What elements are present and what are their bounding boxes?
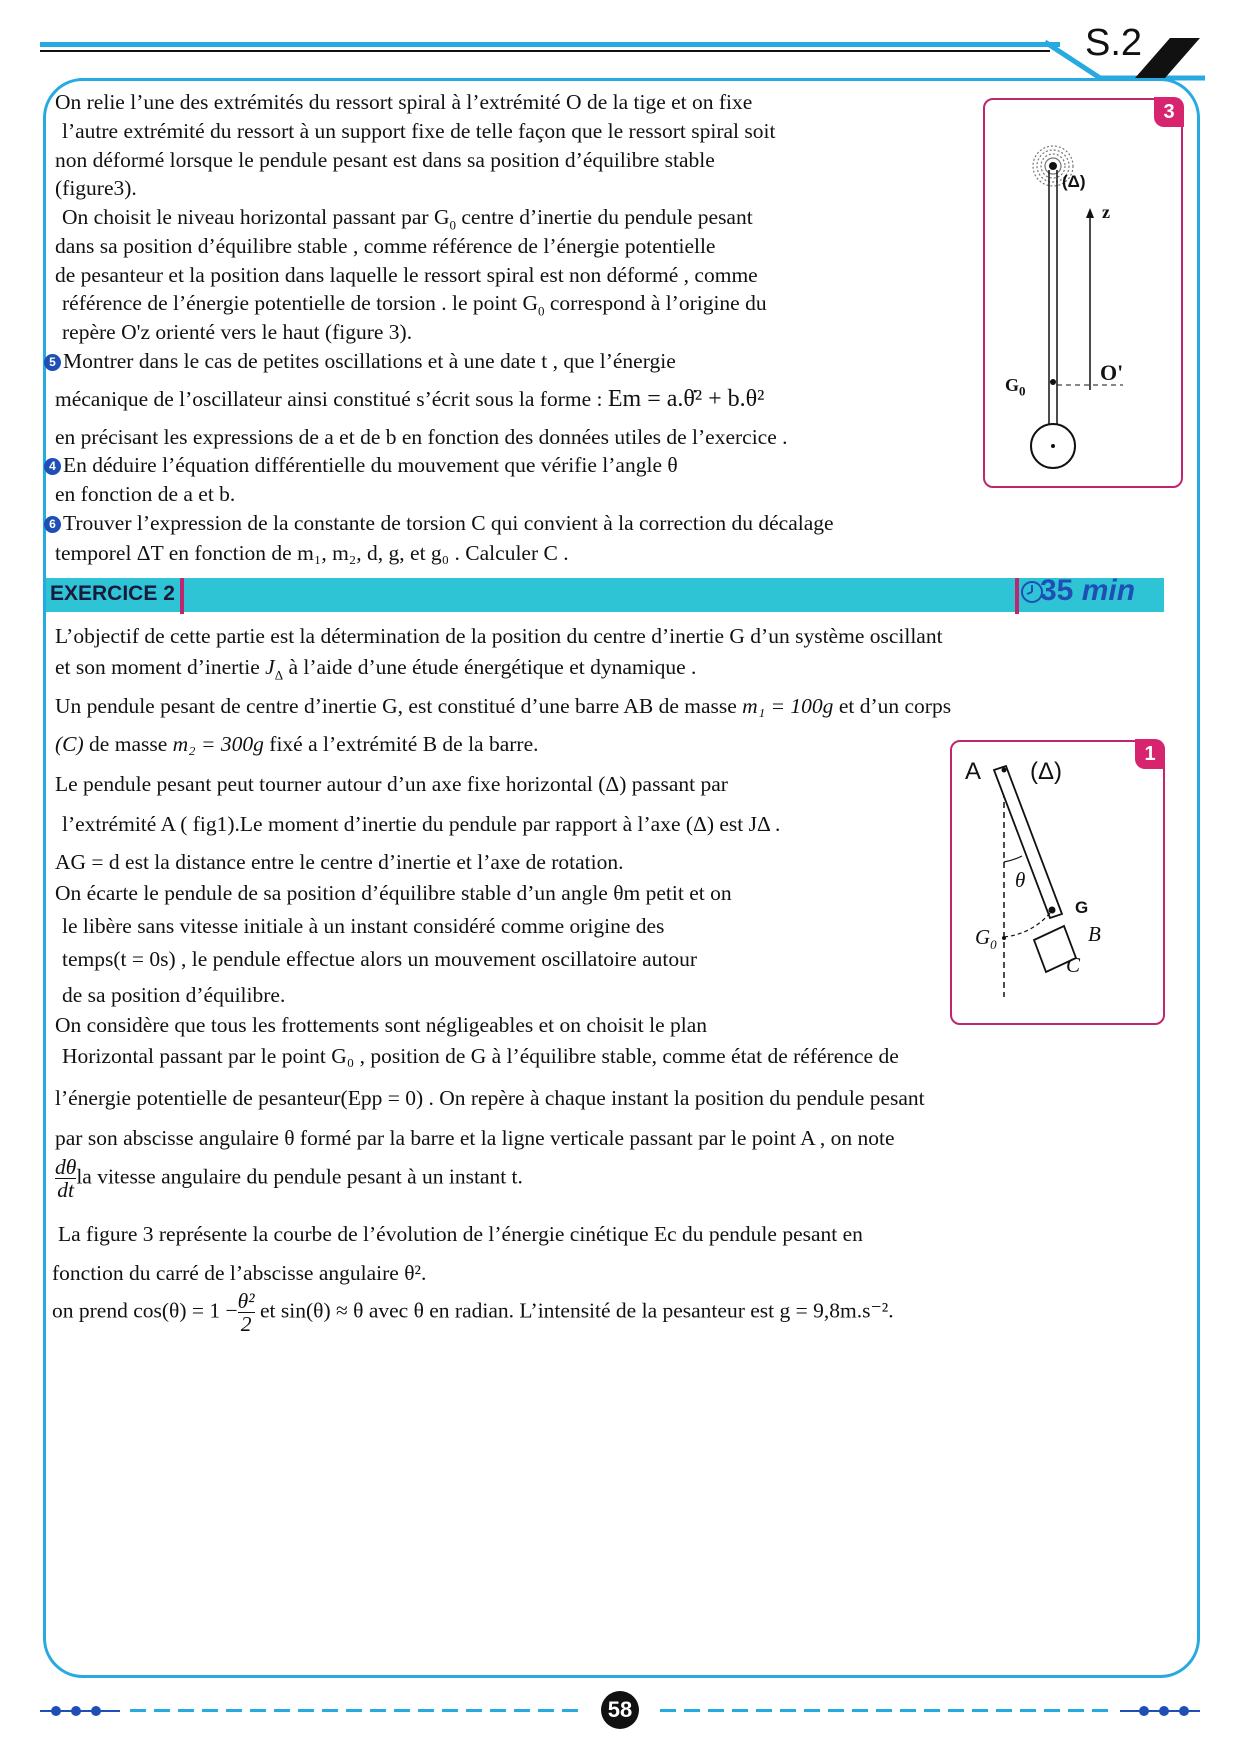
question-5-line: mécanique de l’oscillateur ainsi constitué s’écrit sous la forme : Em = a.θ̇² + b.θ² (55, 386, 765, 412)
intro-line: référence de l’énergie potentielle de torsion . le point $G_0$ correspond à l’origine du (62, 291, 767, 319)
ex2-line: par son abscisse angulaire θ formé par la barre et la ligne verticale passant par le point A , on note (55, 1126, 895, 1150)
energy-formula: Em = a.θ̇² + b.θ² (607, 386, 765, 412)
question-5-line: en précisant les expressions de a et de b en fonction des données utiles de l’exercice . (55, 425, 788, 449)
ex2-line: le libère sans vitesse initiale à un instant considéré comme origine des (62, 914, 665, 938)
ex2-line: l’extrémité A ( fig1).Le moment d’inertie du pendule par rapport à l’axe (Δ) est JΔ . (62, 812, 781, 836)
ex2-line: Un pendule pesant de centre d’inertie G, est constitué d’une barre AB de masse m₁ = 100g et d’un corps (55, 694, 952, 718)
question-6: 6 Trouver l’expression de la constante de torsion C qui convient à la correction du décalage (44, 510, 834, 536)
page-code: S.2 (1085, 22, 1143, 64)
intro-line: On choisit le niveau horizontal passant par $G_0$ centre d’inertie du pendule pesant (62, 205, 753, 233)
footer-right-ornament (1120, 1703, 1200, 1719)
exercise-title: EXERCICE 2 (50, 582, 175, 605)
figure-1-g-label: G (1075, 898, 1089, 917)
question-6-line: temporel ΔT en fonction de m₁, m₂, d, g, et g₀ . Calculer C . (55, 541, 569, 565)
question-number-badge: 6 (44, 516, 61, 533)
ex2-line: Le pendule pesant peut tourner autour d’un axe fixe horizontal (Δ) passant par (55, 772, 728, 796)
figure-3-tag: 3 (1154, 97, 1184, 127)
intro-line: (figure3). (55, 176, 137, 200)
ex2-line: Horizontal passant par le point G₀ , position de G à l’équilibre stable, comme état de référence de (62, 1044, 899, 1068)
question-number-badge: 4 (44, 458, 61, 475)
cos-approx-fraction: $\frac{\text{θ²}}{2}$ (237, 1289, 255, 1336)
ex2-line: l’énergie potentielle de pesanteur(Epp = 0) . On repère à chaque instant la position du pendule pesant (55, 1086, 925, 1110)
figure-3-pendulum-diagram (985, 100, 1181, 486)
header-rule-thin (40, 50, 1050, 52)
figure-3-o-prime-label: O' (1100, 360, 1124, 385)
ex2-line: (C) de masse m₂ = 300g fixé a l’extrémité B de la barre. (55, 732, 539, 756)
ex2-line: L’objectif de cette partie est la détermination de la position du centre d’inertie G d’un système oscillant (55, 624, 943, 648)
ex2-line: AG = d est la distance entre le centre d’inertie et l’axe de rotation. (55, 850, 624, 874)
ex2-line: La figure 3 représente la courbe de l’évolution de l’énergie cinétique Ec du pendule pesant en (58, 1222, 863, 1246)
exercise-title-separator (180, 578, 184, 614)
timer-separator (1015, 578, 1019, 614)
ex2-line: On considère que tous les frottements sont négligeables et on choisit le plan (55, 1013, 708, 1037)
figure-1-point-a: A (965, 758, 982, 785)
footer-left-ornament (40, 1703, 120, 1719)
footer-dash-left (130, 1709, 585, 1712)
figure-1-c-label: C (1066, 953, 1081, 977)
intro-line: l’autre extrémité du ressort à un support fixe de telle façon que le ressort spiral soit (62, 119, 776, 143)
intro-line: repère O'z orienté vers le haut (figure 3). (62, 320, 413, 344)
figure-1-g0-label: $G_0$ (975, 925, 997, 953)
ex2-line: de sa position d’équilibre. (62, 983, 286, 1007)
intro-line: de pesanteur et la position dans laquelle le ressort spiral est non déformé , comme (55, 263, 758, 287)
figure-1-axis-label: (Δ) (1030, 758, 1063, 785)
header-rule (40, 42, 1060, 47)
question-5: 5 Montrer dans le cas de petites oscillations et à une date t , que l’énergie (44, 348, 676, 374)
ex2-line: on prend cos(θ) = 1 − $\frac{\text{θ²}}{2}$ et sin(θ) ≈ θ avec θ en radian. L’intensité de la pesanteur est g = 9,8m.s⁻². (52, 1289, 894, 1336)
figure-3-axis-label: (Δ) (1062, 172, 1086, 191)
ex2-line: On écarte le pendule de sa position d’équilibre stable d’un angle θm petit et on (55, 881, 732, 905)
figure-1-tag: 1 (1135, 739, 1165, 769)
figure-1-theta-label: θ (1015, 868, 1026, 892)
question-4: 4 En déduire l’équation différentielle du mouvement que vérifie l’angle θ (44, 452, 678, 478)
ex2-line: $\frac{d\theta}{dt}$ la vitesse angulaire du pendule pesant à un instant t. (55, 1155, 523, 1202)
ex2-line: temps(t = 0s) , le pendule effectue alors un mouvement oscillatoire autour (62, 947, 698, 971)
figure-3-g0-label: $G_0$ (1005, 375, 1026, 399)
figure-3-z-label: z (1102, 202, 1110, 222)
question-4-line: en fonction de a et b. (55, 482, 236, 506)
exercise-header-bar (46, 578, 1164, 612)
ex2-line: et son moment d’inertie $J_\Delta$ à l’aide d’une étude énergétique et dynamique . (55, 655, 697, 683)
ex2-line: fonction du carré de l’abscisse angulaire θ². (52, 1261, 427, 1285)
footer-dash-right (660, 1709, 1115, 1712)
angular-velocity-fraction: $\frac{d\theta}{dt}$ (55, 1155, 77, 1202)
intro-line: dans sa position d’équilibre stable , comme référence de l’énergie potentielle (55, 234, 716, 258)
figure-1-b-label: B (1088, 922, 1101, 946)
intro-line: On relie l’une des extrémités du ressort spiral à l’extrémité O de la tige et on fixe (55, 90, 753, 114)
intro-line: non déformé lorsque le pendule pesant est dans sa position d’équilibre stable (55, 148, 715, 172)
exercise-duration: 35 min (1040, 574, 1136, 607)
question-number-badge: 5 (44, 354, 61, 371)
page-number: 58 (601, 1691, 639, 1729)
